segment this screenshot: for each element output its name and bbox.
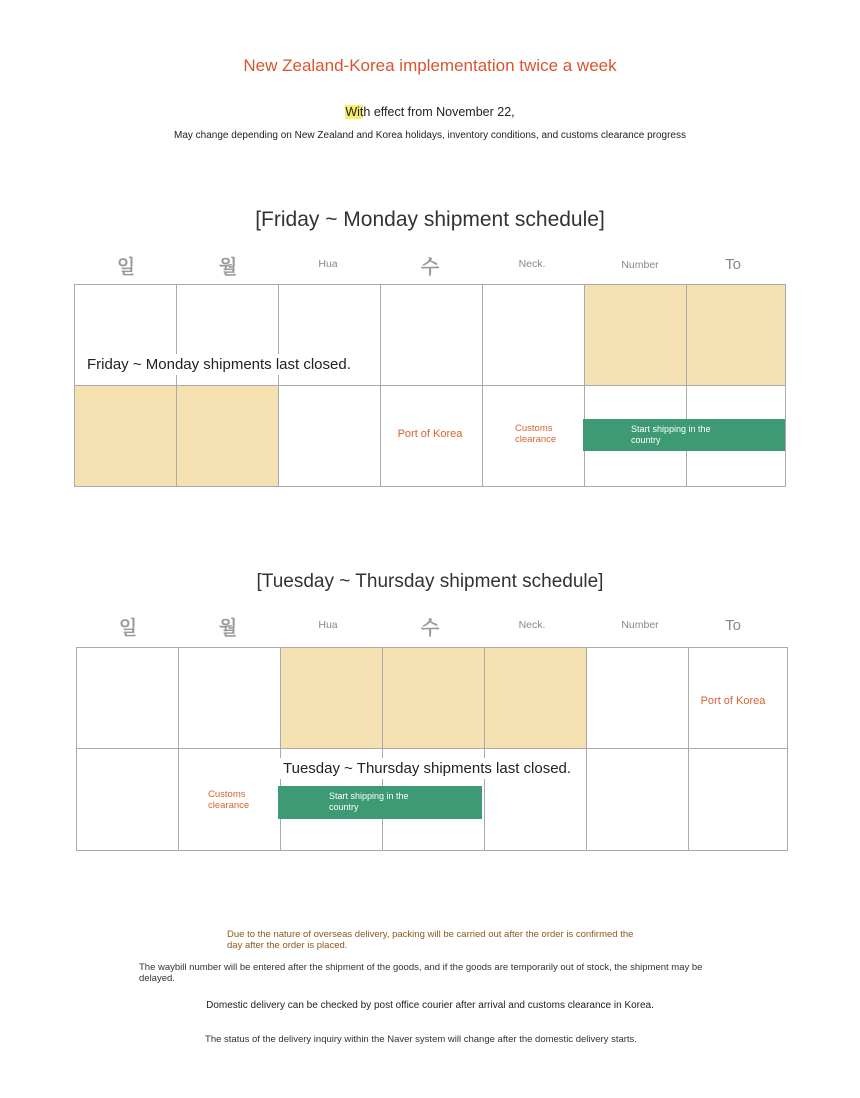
schedule2-closed-label: Tuesday ~ Thursday shipments last closed. — [279, 758, 575, 779]
schedule1-title: [Friday ~ Monday shipment schedule] — [255, 208, 605, 231]
day-fri: Number — [621, 259, 659, 271]
day-tue: Hua — [318, 258, 338, 270]
day-wed: 수 — [420, 618, 440, 639]
calendar-cell — [179, 648, 281, 749]
day-sat: To — [725, 256, 741, 273]
day-tue: Hua — [318, 619, 338, 631]
highlighted-text: Wit — [345, 105, 364, 119]
schedule1-customs-label: Customs clearance — [515, 423, 557, 445]
calendar-cell-highlighted — [585, 285, 687, 386]
effective-date-text: h effect from November 22, — [363, 105, 515, 119]
footer-note-domestic: Domestic delivery can be checked by post office courier after arrival and customs clearance in Korea. — [206, 1000, 654, 1011]
page-title: New Zealand-Korea implementation twice a week — [243, 56, 617, 75]
calendar-cell-highlighted — [281, 648, 383, 749]
calendar-cell — [77, 648, 179, 749]
schedule1-closed-label: Friday ~ Monday shipments last closed. — [78, 354, 361, 375]
calendar-cell-highlighted — [687, 285, 786, 386]
day-mon: 월 — [218, 618, 238, 639]
schedule1-shipping-bar — [583, 419, 785, 451]
schedule2-title: [Tuesday ~ Thursday shipment schedule] — [256, 571, 604, 592]
calendar-cell-highlighted — [177, 386, 279, 487]
footer-note-waybill: The waybill number will be entered after the shipment of the goods, and if the goods are temporarily out of stock, the shipment may be delayed. — [139, 962, 703, 984]
schedule2-calendar — [76, 647, 788, 851]
schedule2-shipping-label: Start shipping in the country — [329, 791, 409, 812]
calendar-cell-highlighted — [75, 386, 177, 487]
calendar-cell — [77, 749, 179, 851]
change-notice: May change depending on New Zealand and Korea holidays, inventory conditions, and customs clearance progress — [174, 130, 686, 141]
calendar-cell — [483, 285, 585, 386]
footer-note-naver: The status of the delivery inquiry within the Naver system will change after the domestic delivery starts. — [205, 1034, 637, 1045]
schedule2-shipping-bar — [278, 786, 482, 819]
calendar-cell — [381, 285, 483, 386]
calendar-cell-highlighted — [485, 648, 587, 749]
footer-note-packing: Due to the nature of overseas delivery, packing will be carried out after the order is confirmed the day after the order is placed. — [227, 929, 634, 951]
day-fri: Number — [621, 619, 659, 631]
day-thu: Neck. — [518, 258, 546, 270]
calendar-cell — [587, 648, 689, 749]
day-thu: Neck. — [518, 619, 546, 631]
schedule2-port-label: Port of Korea — [700, 695, 766, 707]
day-sun: 일 — [116, 257, 136, 278]
schedule1-port-label: Port of Korea — [397, 428, 463, 440]
day-wed: 수 — [420, 257, 440, 278]
calendar-cell — [689, 749, 788, 851]
day-sat: To — [725, 617, 741, 634]
schedule1-calendar — [74, 284, 786, 487]
day-sun: 일 — [118, 618, 138, 639]
effective-date — [0, 105, 860, 119]
schedule2-customs-label: Customs clearance — [208, 789, 250, 811]
schedule1-shipping-label: Start shipping in the country — [631, 424, 711, 445]
day-mon: 월 — [218, 257, 238, 278]
calendar-cell-highlighted — [383, 648, 485, 749]
calendar-cell — [587, 749, 689, 851]
calendar-cell — [279, 386, 381, 487]
